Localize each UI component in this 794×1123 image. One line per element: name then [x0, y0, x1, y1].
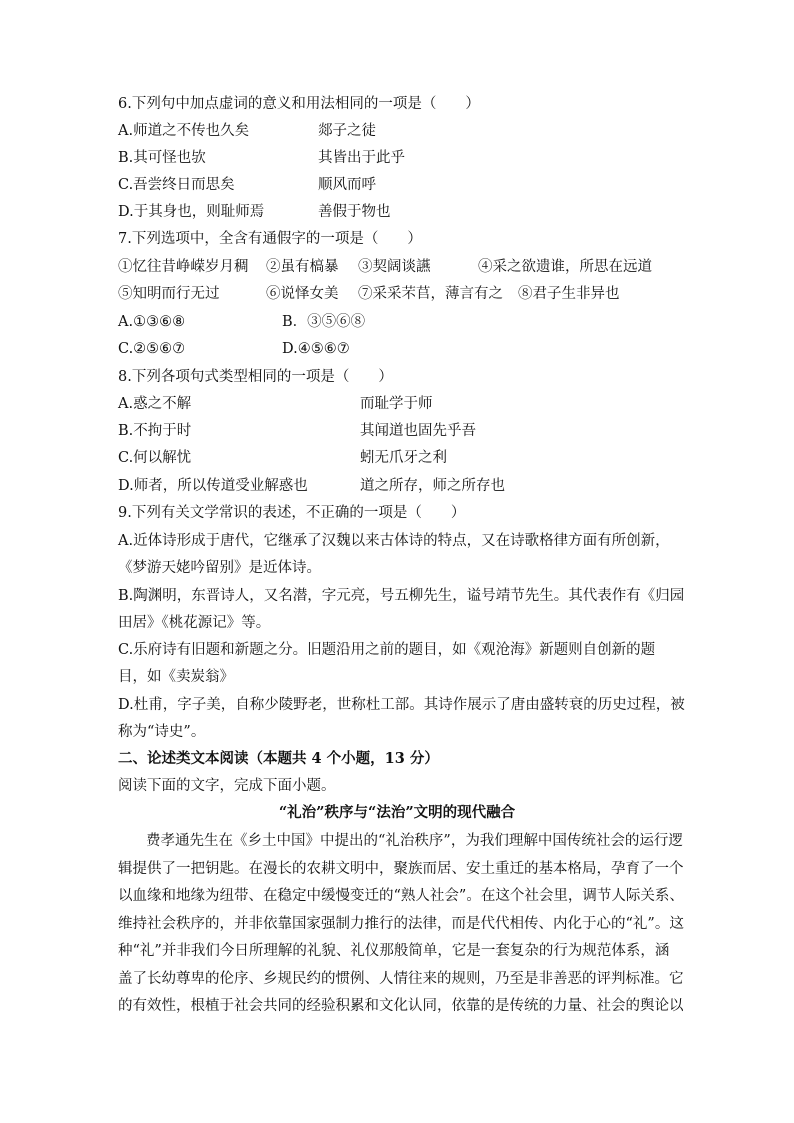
q8-option-b: B.不拘于时 [118, 423, 192, 439]
q7-option-b: B．③⑤⑥⑧ [282, 314, 366, 330]
q9-line: 目，如《卖炭翁》 [118, 669, 234, 685]
q6-option-d-pair: 善假于物也 [318, 204, 391, 220]
q6-option-b: B.其可怪也欤 [118, 150, 206, 166]
q6-option-c-pair: 顺风而呼 [318, 177, 376, 193]
q6-stem: 6.下列句中加点虚词的意义和用法相同的一项是（ ） [118, 96, 480, 112]
q7-item-3: ③契阔谈讌 [358, 259, 431, 275]
q7-item-1: ①忆往昔峥嵘岁月稠 [118, 259, 249, 275]
section-heading: 二、论述类文本阅读（本题共 4 个小题，13 分） [118, 750, 439, 767]
q8-option-b-pair: 其闻道也固先乎吾 [360, 423, 476, 439]
q9-line: D.杜甫，字子美，自称少陵野老，世称杜工部。其诗作展示了唐由盛转衰的历史过程，被 [118, 697, 685, 713]
q8-option-d-pair: 道之所存，师之所存也 [360, 478, 505, 494]
q7-item-6: ⑥说怿女美 [266, 286, 339, 302]
q8-option-a: A.惑之不解 [118, 396, 192, 412]
q8-option-d: D.师者，所以传道受业解惑也 [118, 478, 308, 494]
q7-item-8: ⑧君子生非异也 [518, 286, 620, 302]
article-title: “礼治”秩序与“法治”文明的现代融合 [278, 804, 516, 821]
q7-item-7: ⑦采采芣苢，薄言有之 [358, 286, 503, 302]
q8-option-a-pair: 而耻学于师 [360, 396, 433, 412]
q8-option-c-pair: 蚓无爪牙之利 [360, 450, 447, 466]
q9-stem: 9.下列有关文学常识的表述，不正确的一项是（ ） [118, 505, 466, 521]
q6-option-c: C.吾尝终日而思矣 [118, 177, 235, 193]
q6-option-d: D.于其身也，则耻师焉 [118, 204, 265, 220]
q7-item-2: ②虽有槁暴 [266, 259, 339, 275]
q9-line: 称为“诗史”。 [118, 724, 206, 740]
article-line: 辑提供了一把钥匙。在漫长的农耕文明中，聚族而居、安土重迁的基本格局，孕育了一个 [118, 861, 684, 877]
q7-option-c: C.②⑤⑥⑦ [118, 341, 186, 357]
q7-option-d: D.④⑤⑥⑦ [282, 341, 350, 357]
q7-option-a: A.①③⑥⑧ [118, 314, 186, 330]
q9-line: A.近体诗形成于唐代，它继承了汉魏以来古体诗的特点，又在诗歌格律方面有所创新， [118, 533, 670, 549]
q6-option-a: A.师道之不传也久矣 [118, 123, 250, 139]
q6-option-b-pair: 其皆出于此乎 [318, 150, 405, 166]
q7-stem: 7.下列选项中，全含有通假字的一项是（ ） [118, 231, 422, 247]
article-line: 维持社会秩序的，并非依靠国家强制力推行的法律，而是代代相传、内化于心的“礼”。这 [118, 916, 684, 932]
q9-line: 田居》《桃花源记》等。 [118, 615, 271, 631]
article-line: 费孝通先生在《乡土中国》中提出的“礼治秩序”，为我们理解中国传统社会的运行逻 [146, 833, 683, 849]
q8-stem: 8.下列各项句式类型相同的一项是（ ） [118, 369, 393, 385]
q7-item-5: ⑤知明而行无过 [118, 286, 220, 302]
q9-line: B.陶渊明，东晋诗人，又名潜，字元亮，号五柳先生，谥号靖节先生。其代表作有《归园 [118, 588, 685, 604]
section-instruction: 阅读下面的文字，完成下面小题。 [118, 778, 336, 794]
q7-item-4: ④采之欲遗谁，所思在远道 [478, 259, 652, 275]
q6-option-a-pair: 郯子之徒 [318, 123, 376, 139]
article-line: 的有效性，根植于社会共同的经验积累和文化认同，依靠的是传统的力量、社会的舆论以 [118, 998, 684, 1014]
article-line: 种“礼”并非我们今日所理解的礼貌、礼仪那般简单，它是一套复杂的行为规范体系，涵 [118, 943, 670, 959]
article-line: 盖了长幼尊卑的伦序、乡规民约的惯例、人情往来的规则，乃至是非善恶的评判标准。它 [118, 971, 684, 987]
q9-line: 《梦游天姥吟留别》是近体诗。 [118, 560, 321, 576]
q8-option-c: C.何以解忧 [118, 450, 192, 466]
q9-line: C.乐府诗有旧题和新题之分。旧题沿用之前的题目，如《观沧海》新题则自创新的题 [118, 642, 656, 658]
article-line: 以血缘和地缘为纽带、在稳定中缓慢变迁的“熟人社会”。在这个社会里，调节人际关系、 [118, 888, 684, 904]
